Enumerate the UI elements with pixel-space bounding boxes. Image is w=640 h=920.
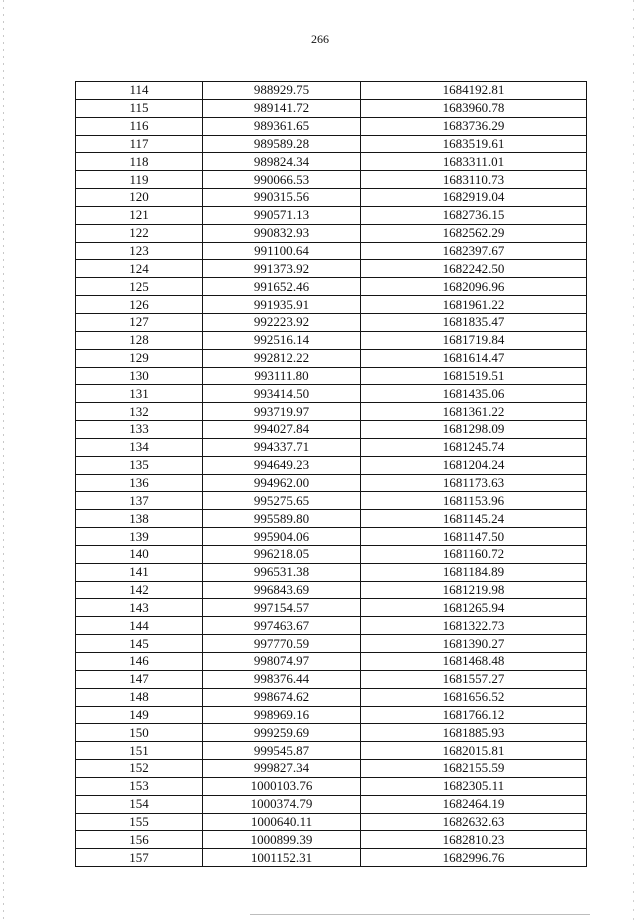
y-coordinate-cell: 1681614.47 [361, 349, 587, 367]
table-row [76, 510, 587, 528]
y-coordinate-cell: 1682242.50 [361, 260, 587, 278]
table-row [76, 313, 587, 331]
x-coordinate-cell: 993414.50 [203, 385, 361, 403]
y-coordinate-cell: 1682919.04 [361, 189, 587, 207]
x-coordinate-cell: 994649.23 [203, 456, 361, 474]
coordinates-table [75, 81, 587, 867]
x-coordinate-cell: 998074.97 [203, 653, 361, 671]
table-row [76, 385, 587, 403]
table-row [76, 278, 587, 296]
point-number-cell: 118 [76, 153, 203, 171]
x-coordinate-cell: 991652.46 [203, 278, 361, 296]
table-row [76, 349, 587, 367]
point-number-cell: 129 [76, 349, 203, 367]
point-number-cell: 126 [76, 296, 203, 314]
y-coordinate-cell: 1681245.74 [361, 438, 587, 456]
y-coordinate-cell: 1683311.01 [361, 153, 587, 171]
y-coordinate-cell: 1681961.22 [361, 296, 587, 314]
table-row [76, 831, 587, 849]
point-number-cell: 156 [76, 831, 203, 849]
table-row [76, 421, 587, 439]
table-row [76, 456, 587, 474]
y-coordinate-cell: 1684192.81 [361, 82, 587, 100]
x-coordinate-cell: 990832.93 [203, 224, 361, 242]
x-coordinate-cell: 990066.53 [203, 171, 361, 189]
y-coordinate-cell: 1682155.59 [361, 760, 587, 778]
x-coordinate-cell: 992812.22 [203, 349, 361, 367]
table-row [76, 296, 587, 314]
x-coordinate-cell: 997463.67 [203, 617, 361, 635]
point-number-cell: 139 [76, 528, 203, 546]
point-number-cell: 131 [76, 385, 203, 403]
y-coordinate-cell: 1683519.61 [361, 135, 587, 153]
x-coordinate-cell: 993111.80 [203, 367, 361, 385]
table-row [76, 367, 587, 385]
point-number-cell: 137 [76, 492, 203, 510]
point-number-cell: 155 [76, 813, 203, 831]
table-row [76, 492, 587, 510]
table-row [76, 581, 587, 599]
y-coordinate-cell: 1681173.63 [361, 474, 587, 492]
scan-edge-right [633, 0, 634, 920]
x-coordinate-cell: 1000899.39 [203, 831, 361, 849]
y-coordinate-cell: 1681204.24 [361, 456, 587, 474]
x-coordinate-cell: 996531.38 [203, 563, 361, 581]
point-number-cell: 119 [76, 171, 203, 189]
table-row [76, 813, 587, 831]
table-row [76, 599, 587, 617]
y-coordinate-cell: 1681435.06 [361, 385, 587, 403]
point-number-cell: 114 [76, 82, 203, 100]
table-row [76, 331, 587, 349]
x-coordinate-cell: 994337.71 [203, 438, 361, 456]
y-coordinate-cell: 1681153.96 [361, 492, 587, 510]
x-coordinate-cell: 998969.16 [203, 706, 361, 724]
x-coordinate-cell: 999545.87 [203, 742, 361, 760]
x-coordinate-cell: 998376.44 [203, 670, 361, 688]
y-coordinate-cell: 1681390.27 [361, 635, 587, 653]
y-coordinate-cell: 1681885.93 [361, 724, 587, 742]
x-coordinate-cell: 998674.62 [203, 688, 361, 706]
page-number: 266 [311, 32, 329, 46]
point-number-cell: 130 [76, 367, 203, 385]
x-coordinate-cell: 990315.56 [203, 189, 361, 207]
point-number-cell: 121 [76, 206, 203, 224]
y-coordinate-cell: 1682397.67 [361, 242, 587, 260]
x-coordinate-cell: 994027.84 [203, 421, 361, 439]
table-row [76, 82, 587, 100]
y-coordinate-cell: 1682996.76 [361, 849, 587, 867]
x-coordinate-cell: 991100.64 [203, 242, 361, 260]
coordinates-table-body [76, 82, 587, 867]
point-number-cell: 145 [76, 635, 203, 653]
y-coordinate-cell: 1681265.94 [361, 599, 587, 617]
x-coordinate-cell: 996218.05 [203, 545, 361, 563]
point-number-cell: 132 [76, 403, 203, 421]
table-row [76, 135, 587, 153]
table-row [76, 545, 587, 563]
point-number-cell: 115 [76, 99, 203, 117]
point-number-cell: 153 [76, 777, 203, 795]
table-row [76, 563, 587, 581]
x-coordinate-cell: 999259.69 [203, 724, 361, 742]
point-number-cell: 142 [76, 581, 203, 599]
point-number-cell: 133 [76, 421, 203, 439]
point-number-cell: 141 [76, 563, 203, 581]
x-coordinate-cell: 991373.92 [203, 260, 361, 278]
y-coordinate-cell: 1682632.63 [361, 813, 587, 831]
y-coordinate-cell: 1681184.89 [361, 563, 587, 581]
point-number-cell: 150 [76, 724, 203, 742]
point-number-cell: 152 [76, 760, 203, 778]
table-row [76, 242, 587, 260]
x-coordinate-cell: 996843.69 [203, 581, 361, 599]
x-coordinate-cell: 988929.75 [203, 82, 361, 100]
scan-edge-bottom [250, 914, 590, 915]
y-coordinate-cell: 1681719.84 [361, 331, 587, 349]
x-coordinate-cell: 989824.34 [203, 153, 361, 171]
table-row [76, 777, 587, 795]
y-coordinate-cell: 1682305.11 [361, 777, 587, 795]
x-coordinate-cell: 989141.72 [203, 99, 361, 117]
point-number-cell: 120 [76, 189, 203, 207]
point-number-cell: 122 [76, 224, 203, 242]
table-row [76, 617, 587, 635]
table-row [76, 849, 587, 867]
y-coordinate-cell: 1683110.73 [361, 171, 587, 189]
x-coordinate-cell: 1000374.79 [203, 795, 361, 813]
x-coordinate-cell: 994962.00 [203, 474, 361, 492]
point-number-cell: 134 [76, 438, 203, 456]
y-coordinate-cell: 1681766.12 [361, 706, 587, 724]
point-number-cell: 147 [76, 670, 203, 688]
x-coordinate-cell: 990571.13 [203, 206, 361, 224]
point-number-cell: 127 [76, 313, 203, 331]
point-number-cell: 148 [76, 688, 203, 706]
y-coordinate-cell: 1682562.29 [361, 224, 587, 242]
x-coordinate-cell: 1000640.11 [203, 813, 361, 831]
x-coordinate-cell: 989361.65 [203, 117, 361, 135]
table-row [76, 117, 587, 135]
x-coordinate-cell: 995904.06 [203, 528, 361, 546]
table-row [76, 653, 587, 671]
table-row [76, 670, 587, 688]
y-coordinate-cell: 1681835.47 [361, 313, 587, 331]
x-coordinate-cell: 995589.80 [203, 510, 361, 528]
table-row [76, 742, 587, 760]
x-coordinate-cell: 1000103.76 [203, 777, 361, 795]
point-number-cell: 124 [76, 260, 203, 278]
point-number-cell: 151 [76, 742, 203, 760]
x-coordinate-cell: 992516.14 [203, 331, 361, 349]
table-row [76, 528, 587, 546]
y-coordinate-cell: 1682736.15 [361, 206, 587, 224]
x-coordinate-cell: 1001152.31 [203, 849, 361, 867]
table-row [76, 724, 587, 742]
y-coordinate-cell: 1681656.52 [361, 688, 587, 706]
x-coordinate-cell: 989589.28 [203, 135, 361, 153]
y-coordinate-cell: 1681298.09 [361, 421, 587, 439]
table-row [76, 403, 587, 421]
table-row [76, 189, 587, 207]
table-row [76, 635, 587, 653]
point-number-cell: 143 [76, 599, 203, 617]
x-coordinate-cell: 993719.97 [203, 403, 361, 421]
y-coordinate-cell: 1681322.73 [361, 617, 587, 635]
y-coordinate-cell: 1683960.78 [361, 99, 587, 117]
table-row [76, 260, 587, 278]
x-coordinate-cell: 997154.57 [203, 599, 361, 617]
y-coordinate-cell: 1682810.23 [361, 831, 587, 849]
y-coordinate-cell: 1682096.96 [361, 278, 587, 296]
x-coordinate-cell: 991935.91 [203, 296, 361, 314]
point-number-cell: 123 [76, 242, 203, 260]
y-coordinate-cell: 1682464.19 [361, 795, 587, 813]
point-number-cell: 117 [76, 135, 203, 153]
table-row [76, 171, 587, 189]
y-coordinate-cell: 1681145.24 [361, 510, 587, 528]
x-coordinate-cell: 995275.65 [203, 492, 361, 510]
table-row [76, 706, 587, 724]
point-number-cell: 140 [76, 545, 203, 563]
table-row [76, 760, 587, 778]
y-coordinate-cell: 1681557.27 [361, 670, 587, 688]
point-number-cell: 135 [76, 456, 203, 474]
point-number-cell: 157 [76, 849, 203, 867]
y-coordinate-cell: 1681160.72 [361, 545, 587, 563]
table-row [76, 688, 587, 706]
point-number-cell: 138 [76, 510, 203, 528]
y-coordinate-cell: 1681361.22 [361, 403, 587, 421]
table-row [76, 438, 587, 456]
point-number-cell: 136 [76, 474, 203, 492]
point-number-cell: 128 [76, 331, 203, 349]
table-row [76, 99, 587, 117]
table-row [76, 153, 587, 171]
table-row [76, 474, 587, 492]
x-coordinate-cell: 999827.34 [203, 760, 361, 778]
y-coordinate-cell: 1681519.51 [361, 367, 587, 385]
point-number-cell: 116 [76, 117, 203, 135]
table-row [76, 795, 587, 813]
point-number-cell: 154 [76, 795, 203, 813]
point-number-cell: 149 [76, 706, 203, 724]
y-coordinate-cell: 1681219.98 [361, 581, 587, 599]
table-row [76, 206, 587, 224]
x-coordinate-cell: 997770.59 [203, 635, 361, 653]
table-row [76, 224, 587, 242]
y-coordinate-cell: 1681468.48 [361, 653, 587, 671]
y-coordinate-cell: 1683736.29 [361, 117, 587, 135]
y-coordinate-cell: 1682015.81 [361, 742, 587, 760]
point-number-cell: 144 [76, 617, 203, 635]
scan-edge-left [3, 0, 4, 920]
point-number-cell: 146 [76, 653, 203, 671]
y-coordinate-cell: 1681147.50 [361, 528, 587, 546]
point-number-cell: 125 [76, 278, 203, 296]
x-coordinate-cell: 992223.92 [203, 313, 361, 331]
